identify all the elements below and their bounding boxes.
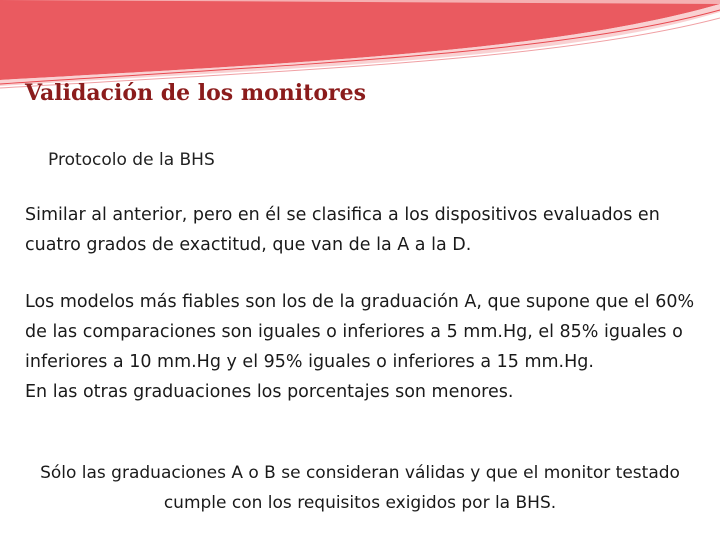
header-wave-decoration [0,0,720,90]
paragraph-other-grades-text: En las otras graduaciones los porcentajes son menores. [25,382,514,402]
paragraph-grade-a [25,287,705,407]
slide-title: Validación de los monitores [25,80,366,106]
paragraph-conclusion [20,458,700,518]
paragraph-classification-text: Similar al anterior, pero en él se clasifica a los dispositivos evaluados en cuatro grados de exactitud, que van de la A a la D. [25,205,660,255]
paragraph-conclusion-text: Sólo las graduaciones A o B se consideran válidas y que el monitor testado cumple con los requisitos exigidos por la BHS. [40,463,680,513]
paragraph-classification [25,200,705,260]
slide-subtitle: Protocolo de la BHS [48,150,215,170]
paragraph-grade-a-text: Los modelos más fiables son los de la graduación A, que supone que el 60% de las comparaciones son iguales o inferiores a 5 mm.Hg, el 85% iguales o inferiores a 10 mm.Hg y el 95% iguales o inferiores a 15 mm.Hg. [25,292,695,372]
